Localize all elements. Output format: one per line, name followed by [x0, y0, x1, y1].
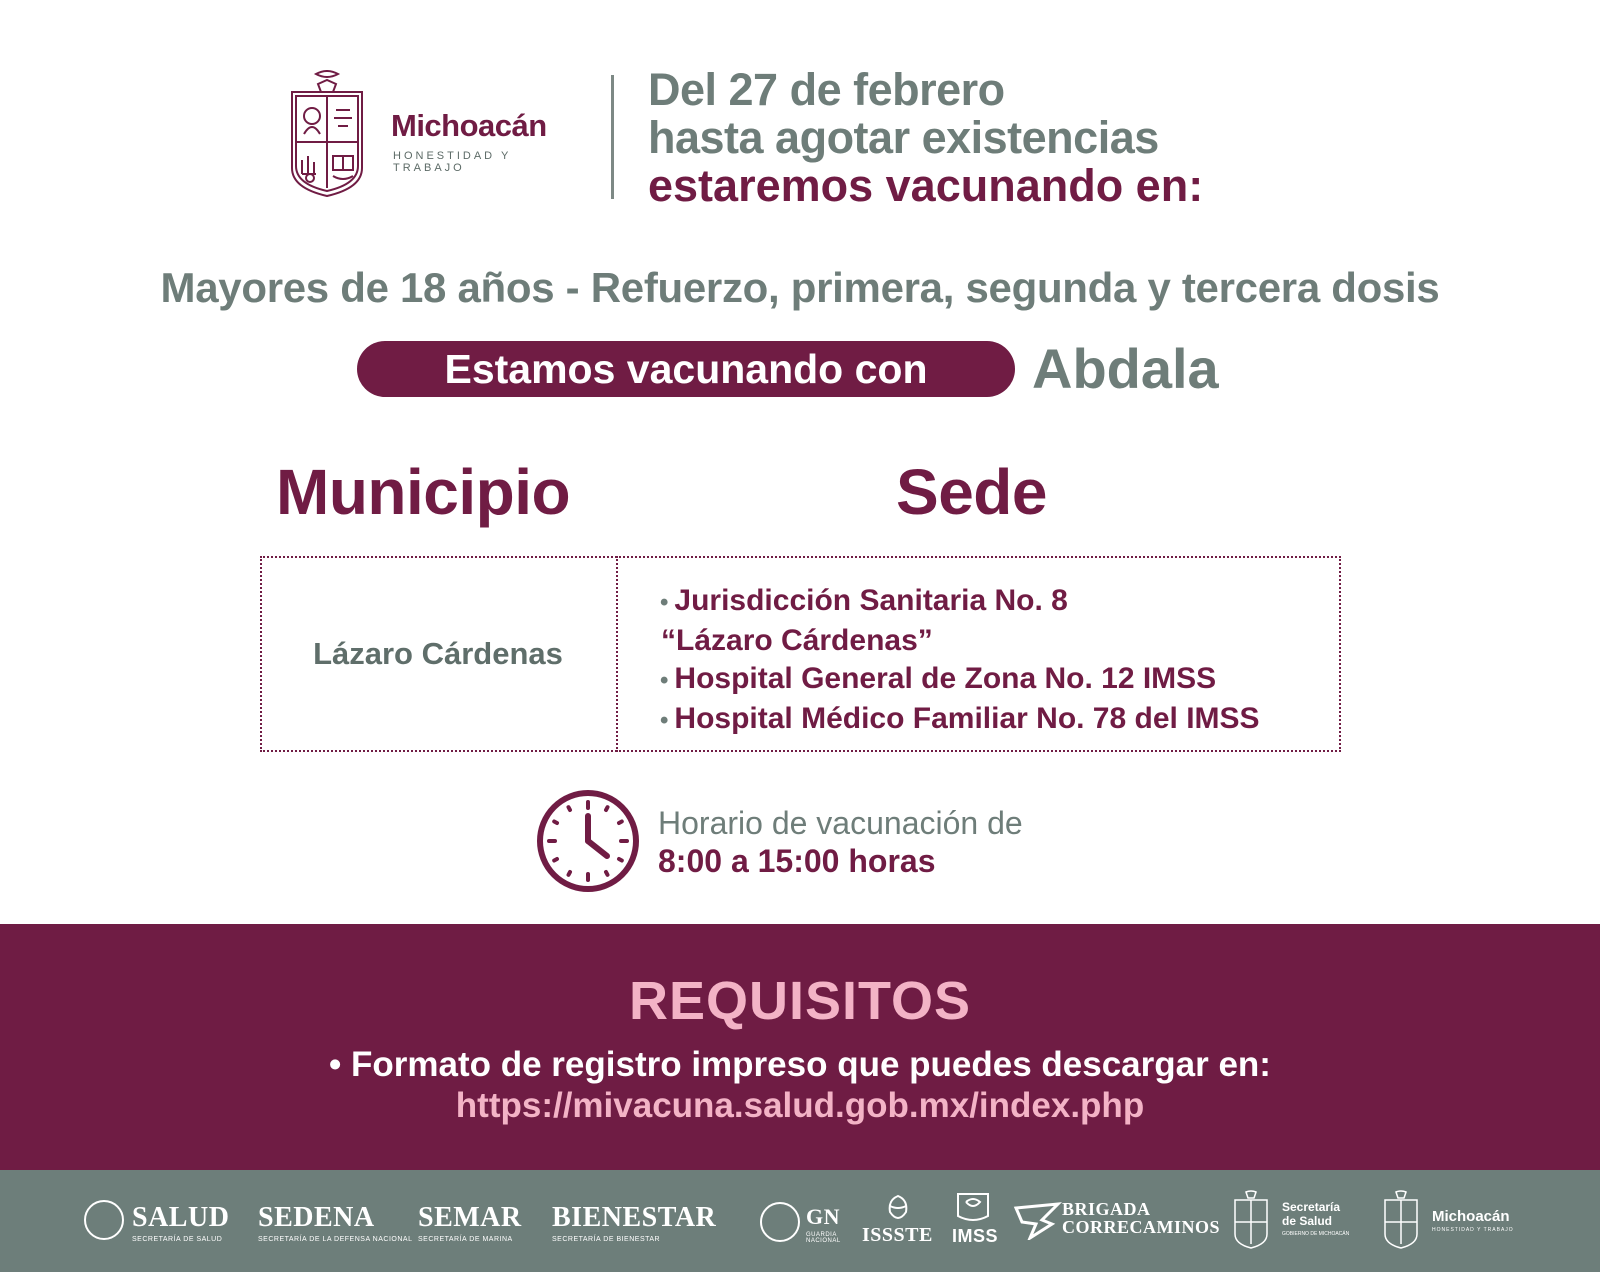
gn-logo: [806, 1204, 846, 1244]
list-item: • Jurisdicción Sanitaria No. 8: [660, 584, 1068, 617]
michoacan-shield-icon: [286, 70, 368, 198]
salud-seal-icon: [84, 1200, 124, 1240]
requirement-item: • Formato de registro impreso que puedes descargar en:: [329, 1045, 1271, 1084]
bienestar-name: BIENESTAR: [552, 1202, 717, 1233]
issste-emblem-icon: [880, 1192, 916, 1222]
sede-name: Hospital Médico Familiar No. 78 del IMSS: [674, 702, 1260, 735]
footer-logos: [0, 1170, 1600, 1272]
date-line: Del 27 de febrero: [648, 64, 1005, 115]
imss-logo: [952, 1226, 998, 1247]
stock-line: hasta agotar existencias: [648, 112, 1159, 163]
schedule-hours: 8:00 a 15:00 horas: [658, 843, 936, 879]
issste-name: ISSSTE: [862, 1224, 933, 1246]
vaccine-pill: Estamos vacunando con: [357, 341, 1015, 397]
brigada-logo: [1062, 1200, 1220, 1236]
salud-sub: SECRETARÍA DE SALUD: [132, 1236, 223, 1243]
gn-seal-icon: [760, 1202, 800, 1242]
sede-name: Hospital General de Zona No. 12 IMSS: [674, 662, 1217, 695]
correcaminos-name: CORRECAMINOS: [1062, 1217, 1221, 1237]
sedena-sub: SECRETARÍA DE LA DEFENSA NACIONAL: [258, 1236, 413, 1243]
michoacan-footer-logo: [1432, 1208, 1514, 1233]
vaccine-name: Abdala: [1032, 337, 1219, 400]
schedule-label: Horario de vacunación de: [658, 805, 1023, 841]
sede-list: [660, 582, 1260, 740]
secretaria-name: Secretaría: [1282, 1200, 1341, 1214]
brigada-name: BRIGADA: [1062, 1199, 1151, 1219]
table-divider: [616, 556, 618, 752]
sede-header: Sede: [896, 456, 1047, 528]
correcaminos-icon: [1012, 1200, 1062, 1240]
gn-sub: GUARDIA NACIONAL: [806, 1232, 841, 1244]
bienestar-sub: SECRETARÍA DE BIENESTAR: [552, 1236, 661, 1243]
secretaria-salud-logo: [1282, 1200, 1349, 1237]
logo-tagline: HONESTIDAD Y TRABAJO: [393, 150, 512, 174]
semar-sub: SECRETARÍA DE MARINA: [418, 1236, 513, 1243]
michoacan-footer-tagline: HONESTIDAD Y TRABAJO: [1432, 1227, 1514, 1233]
list-item-continuation: “Lázaro Cárdenas”: [661, 624, 933, 657]
michoacan-footer-name: Michoacán: [1432, 1208, 1510, 1225]
gn-name: GN: [806, 1204, 840, 1229]
clock-icon: [535, 788, 641, 894]
imss-emblem-icon: [954, 1190, 992, 1224]
bienestar-logo: [552, 1202, 716, 1243]
list-item: • Hospital General de Zona No. 12 IMSS: [660, 662, 1217, 695]
municipio-header: Municipio: [276, 456, 571, 528]
audience-subtitle: Mayores de 18 años - Refuerzo, primera, segunda y tercera dosis: [160, 264, 1440, 311]
secretaria-sub: de Salud: [1282, 1214, 1333, 1228]
salud-logo: [132, 1202, 229, 1243]
sedena-logo: [258, 1202, 412, 1243]
header-divider: [611, 75, 614, 199]
list-item: • Hospital Médico Familiar No. 78 del IMSS: [660, 702, 1260, 735]
sedena-name: SEDENA: [258, 1202, 375, 1233]
imss-name: IMSS: [952, 1226, 999, 1246]
registration-link[interactable]: https://mivacuna.salud.gob.mx/index.php: [455, 1086, 1145, 1125]
requirements-title: REQUISITOS: [628, 971, 972, 1031]
vaccinating-line: estaremos vacunando en:: [648, 160, 1204, 211]
sede-name: Jurisdicción Sanitaria No. 8: [674, 584, 1068, 617]
issste-logo: [862, 1224, 933, 1247]
secretaria-tag: GOBIERNO DE MICHOACÁN: [1282, 1231, 1350, 1237]
michoacan-footer-shield-icon: [1382, 1190, 1420, 1250]
michoacan-logo: [286, 70, 576, 200]
semar-name: SEMAR: [418, 1202, 522, 1233]
secretaria-shield-icon: [1232, 1190, 1270, 1250]
municipio-cell: Lázaro Cárdenas: [313, 636, 563, 671]
semar-logo: [418, 1202, 522, 1243]
logo-name: Michoacán: [391, 108, 547, 143]
salud-name: SALUD: [132, 1202, 230, 1233]
